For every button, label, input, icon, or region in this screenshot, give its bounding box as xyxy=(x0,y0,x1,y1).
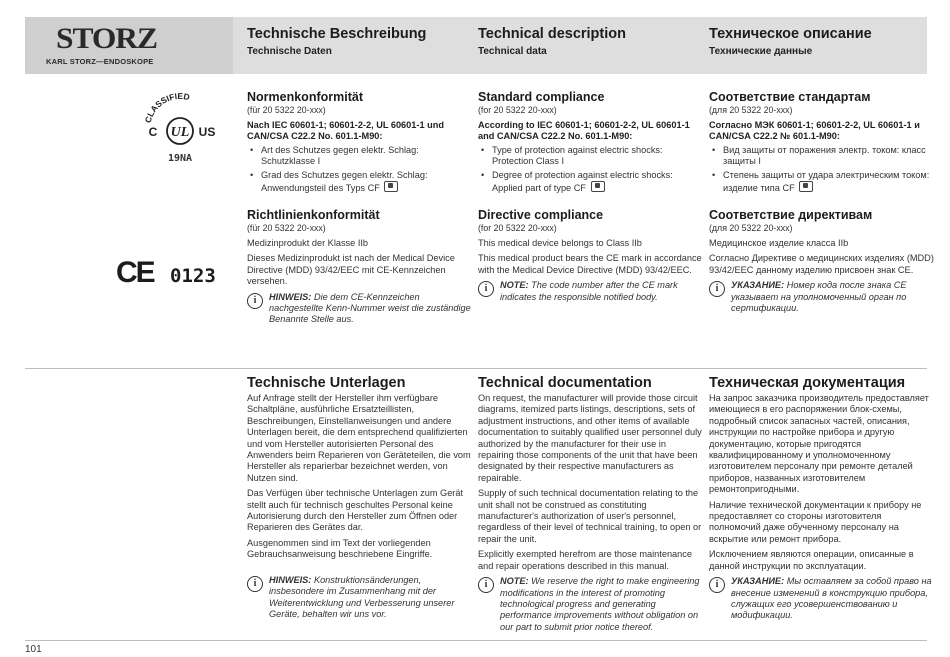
list-item: • Степень защиты от удара электрическим током: изделие типа CF xyxy=(709,170,935,195)
header-en xyxy=(478,26,704,57)
ul-right-text: US xyxy=(198,125,216,139)
header-subtitle-ru: Технические данные xyxy=(709,46,813,57)
header-ru xyxy=(709,26,935,57)
directive-de xyxy=(247,208,473,326)
documentation-note-de: i HINWEIS: Konstruktionsänderungen, insbesondere im Zusammenhang mit der Weiterentwicklung und Verbesserung unserer Geräte, behalten wir uns vor. xyxy=(247,575,473,621)
page-number: 101 xyxy=(25,644,42,655)
storz-logo-subtitle: KARL STORZ—ENDOSKOPE xyxy=(46,57,154,66)
directive-note-de: i HINWEIS: Die dem CE-Kennzeichen nachgestellte Kenn-Nummer weist die zuständige Benannte Stelle aus. xyxy=(247,292,473,326)
documentation-ru xyxy=(709,374,935,622)
compliance-list-ru xyxy=(709,145,935,195)
documentation-en xyxy=(478,374,704,633)
cf-applied-part-icon xyxy=(799,181,813,192)
documentation-de xyxy=(247,374,473,620)
cf-applied-part-icon xyxy=(384,181,398,192)
compliance-standards-de: Nach IEC 60601-1; 60601-2-2, UL 60601-1 und CAN/CSA C22.2 No. 601.1-M90: xyxy=(247,120,444,141)
directive-text-ru: Медицинское изделие класса IIb Согласно Директиве о медицинских изделиях (MDD) 93/42/EEC данному изделию присвоен знак CE. xyxy=(709,238,934,275)
info-icon: i xyxy=(709,281,725,297)
directive-ru xyxy=(709,208,935,314)
ul-classified-mark xyxy=(140,93,222,165)
compliance-standards-en: According to IEC 60601-1; 60601-2-2, UL 60601-1 and CAN/CSA C22.2 No. 601.1-M90: xyxy=(478,120,690,141)
directive-note-en: i NOTE: The code number after the CE mark indicates the responsible notified body. xyxy=(478,280,704,303)
list-item: • Grad des Schutzes gegen elektr. Schlag: Anwendungsteil des Typs CF xyxy=(247,170,473,195)
directive-heading-en: Directive compliance xyxy=(478,208,604,222)
compliance-heading-en: Standard compliance xyxy=(478,90,605,104)
compliance-list-en xyxy=(478,145,704,195)
list-item: • Вид защиты от поражения электр. током: класс защиты I xyxy=(709,145,935,168)
compliance-heading-ru: Соответствие стандартам xyxy=(709,90,871,104)
compliance-list-de xyxy=(247,145,473,195)
storz-logo: STORZ xyxy=(56,22,157,55)
directive-heading-ru: Соответствие директивам xyxy=(709,208,873,222)
compliance-model-de: (für 20 5322 20-xxx) xyxy=(247,105,326,115)
compliance-standards-ru: Согласно МЭК 60601-1; 60601-2-2, UL 60601-1 и CAN/CSA C22.2 № 601.1-M90: xyxy=(709,120,920,141)
directive-note-ru: i УКАЗАНИЕ: Номер кода после знака CE указывает на уполномоченный орган по сертификации. xyxy=(709,280,935,314)
header-title-ru: Техническое описание xyxy=(709,26,872,42)
ce-notified-body-number: 0123 xyxy=(170,265,216,287)
list-item: • Degree of protection against electric shocks: Applied part of type CF xyxy=(478,170,704,195)
documentation-heading-en: Technical documentation xyxy=(478,375,652,391)
directive-heading-de: Richtlinienkonformität xyxy=(247,208,380,222)
ul-center-text: UL xyxy=(170,125,190,140)
ul-left-text: C xyxy=(148,125,158,139)
directive-model-de: (für 20 5322 20-xxx) xyxy=(247,223,326,233)
info-icon: i xyxy=(478,577,494,593)
directive-model-en: (for 20 5322 20-xxx) xyxy=(478,223,557,233)
directive-text-en: This medical device belongs to Class IIb This medical product bears the CE mark in accordance with the Medical Device Directive (MDD) 93/42/EEC. xyxy=(478,238,702,275)
header-subtitle-en: Technical data xyxy=(478,46,547,57)
documentation-heading-ru: Техническая документация xyxy=(709,375,906,391)
ce-mark-symbol: CE xyxy=(116,256,154,289)
list-item: • Type of protection against electric shocks: Protection Class I xyxy=(478,145,704,168)
header-title-en: Technical description xyxy=(478,26,626,42)
documentation-heading-de: Technische Unterlagen xyxy=(247,375,406,391)
documentation-note-en: i NOTE: We reserve the right to make engineering modifications in the interest of promoting technological progress and generating performance improvements without obligation on our part to submit prior notice thereof. xyxy=(478,576,704,633)
directive-en xyxy=(478,208,704,303)
compliance-ru xyxy=(709,90,935,197)
documentation-text-en: On request, the manufacturer will provide those circuit diagrams, itemized parts listings, descriptions, sets of adjustment instructions, and other items of available documentation to suitably qualified user personnel duly authorized by the manufacturer for their use in repairing those components of the unit that have been designated by their respective manufacturers as repairable. Supply of such technical documentation relating to the unit shall not be construed as constituting manufacturer's authorization of user's personnel, regardless of their level of technical training, to open or repair the unit. Explicitly exempted herefrom are those maintenance and repair operations described in this manual. xyxy=(478,393,702,571)
info-icon: i xyxy=(247,576,263,592)
ul-classified-text: CLASSIFIED xyxy=(142,93,191,124)
compliance-de xyxy=(247,90,473,197)
header-de xyxy=(247,26,473,57)
directive-text-de: Medizinprodukt der Klasse IIb Dieses Medizinprodukt ist nach der Medical Device Directive (MDD) 93/42/EEC mit CE-Kennzeichen versehen. xyxy=(247,238,455,287)
compliance-en xyxy=(478,90,704,197)
info-icon: i xyxy=(709,577,725,593)
header-title-de: Technische Beschreibung xyxy=(247,26,427,42)
documentation-text-de: Auf Anfrage stellt der Hersteller ihm verfügbare Schaltpläne, ausführliche Ersatzteillisten, Beschreibungen, Einstellanweisungen und andere Unterlagen bereit, die dem entsprechend qualifizierten und vom Hersteller autorisierten Personal des Anwenders beim Reparieren von Geräteteilen, die vom Hersteller als reparierbar bezeichnet werden, von Nutzen sind. Das Verfügen über technische Unterlagen zum Gerät stellt auch für technisch geschultes Personal keine Autorisierung durch den Hersteller zum Öffnen oder Reparieren des Gerätes dar. Ausgenommen sind im Text der vorliegenden Gebrauchsanweisung beschriebene Eingriffe. xyxy=(247,393,471,560)
footer-divider xyxy=(25,640,927,641)
section-divider xyxy=(25,368,927,369)
info-icon: i xyxy=(247,293,263,309)
ul-code-text: 19NA xyxy=(167,153,193,164)
documentation-text-ru: На запрос заказчика производитель предоставляет имеющиеся в его распоряжении блок-схемы, подробный список запасных частей, описания, инструкции по настройке прибора и другую документацию, которые пригодятся квалифицированному и уполномоченному изготовителем персоналу при ремонте деталей приборов, названных изготовителем ремонтопригодными. Наличие технической документации к прибору не предоставляет со стороны изготовителя полномочий даже обученному персоналу на вскрытие или ремонт прибора. Исключением являются операции, описанные в данной инструкции по эксплуатации. xyxy=(709,393,929,571)
cf-applied-part-icon xyxy=(591,181,605,192)
compliance-heading-de: Normenkonformität xyxy=(247,90,363,104)
compliance-model-ru: (для 20 5322 20-xxx) xyxy=(709,105,793,115)
compliance-model-en: (for 20 5322 20-xxx) xyxy=(478,105,557,115)
info-icon: i xyxy=(478,281,494,297)
directive-model-ru: (для 20 5322 20-xxx) xyxy=(709,223,793,233)
header-subtitle-de: Technische Daten xyxy=(247,46,332,57)
documentation-note-ru: i УКАЗАНИЕ: Мы оставляем за собой право на внесение изменений в конструкцию прибора, служащих его усовершенствованию и модификации. xyxy=(709,576,935,622)
list-item: • Art des Schutzes gegen elektr. Schlag: Schutzklasse I xyxy=(247,145,473,168)
